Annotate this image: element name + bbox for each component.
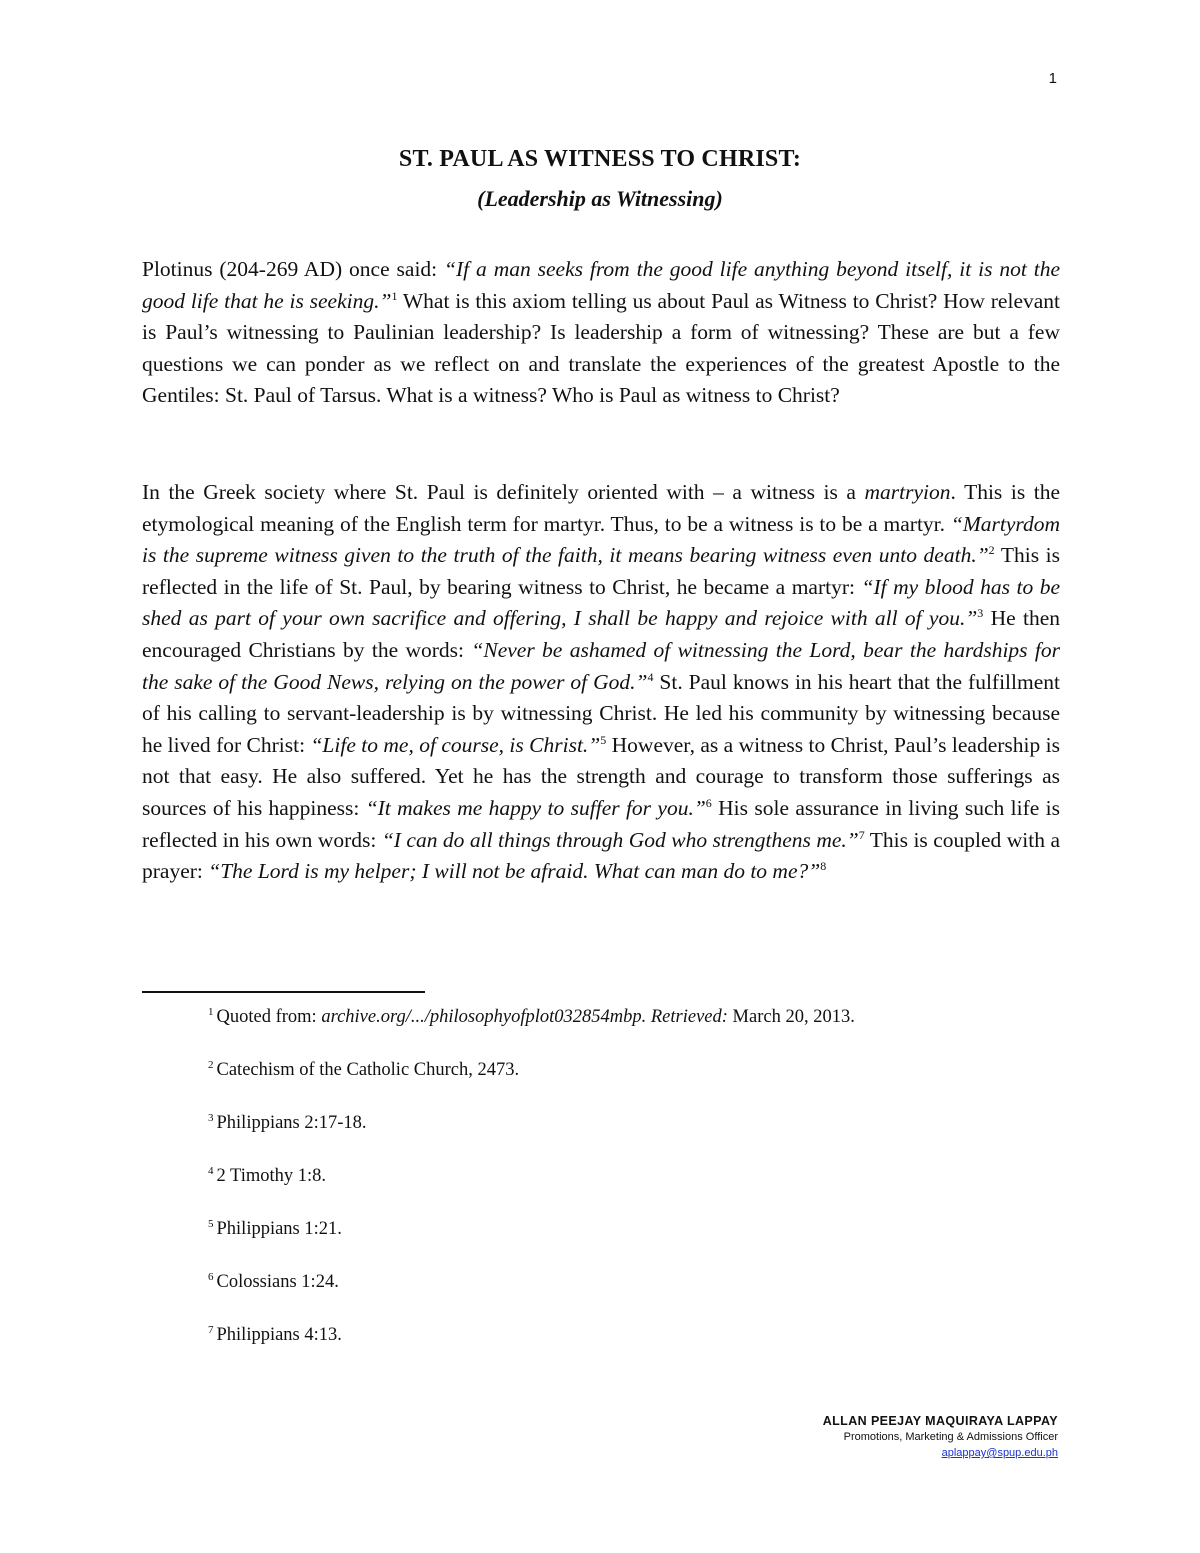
term-martryion: martryion: [864, 480, 951, 504]
quote-plotinus: “If a man seeks from the good life anything beyond itself, it is not the good life that he is seeking.”: [142, 257, 1060, 313]
footnote-text: Philippians 2:17-18.: [216, 1113, 367, 1133]
quote-never-ashamed: “Never be ashamed of witnessing the Lord, bear the hardships for the sake of the Good News, relying on the power of God.”: [142, 637, 1060, 694]
footnote-text: 2 Timothy 1:8.: [216, 1166, 327, 1186]
footnote-7: [208, 1321, 1058, 1374]
quote-all-things: “I can do all things through God who strengthens me.”: [381, 827, 859, 852]
footnote-text: Philippians 1:21.: [216, 1219, 342, 1239]
author-name: ALLAN PEEJAY MAQUIRAYA LAPPAY: [822, 1414, 1058, 1428]
footnotes: [208, 1003, 1058, 1374]
document-title: ST. PAUL AS WITNESS TO CHRIST:: [398, 146, 802, 172]
footnote-number: 2: [208, 1058, 214, 1071]
footnote-ref-2: 2: [988, 543, 995, 558]
footnote-text: Catechism of the Catholic Church, 2473.: [216, 1060, 520, 1080]
document-subtitle: (Leadership as Witnessing): [477, 186, 723, 211]
footnote-1: [208, 1003, 1058, 1056]
page-number: 1: [1048, 70, 1057, 87]
footnote-ref-5: 5: [600, 732, 607, 747]
quote-life-christ: “Life to me, of course, is Christ.”: [310, 732, 601, 757]
footnote-text: Colossians 1:24.: [216, 1272, 339, 1292]
footnote-number: 3: [208, 1111, 214, 1124]
text-run: . This is the etymological meaning of the English term for martyr. Thus, to be a witness is to be a martyr.: [142, 480, 1060, 536]
text-run: Plotinus (204-269 AD) once said:: [142, 257, 445, 281]
text-run: What is this axiom telling us about Paul as Witness to Christ? How relevant is Paul’s witnessing to Paulinian leadership? Is leadership a form of witnessing? These are but a few questions we can ponder as we reflect on and translate the experiences of the greatest Apostle to the Gentiles: St. Paul of Tarsus. What is a witness? Who is Paul as witness to Christ?: [142, 288, 1061, 408]
footnote-text: Philippians 4:13.: [216, 1325, 342, 1345]
author-signature: [823, 1414, 1058, 1459]
text-run: This is coupled with a prayer:: [142, 827, 1060, 884]
footnote-number: 1: [208, 1005, 214, 1018]
author-role: Promotions, Marketing & Admissions Officer: [843, 1431, 1058, 1443]
footnote-separator: [142, 991, 425, 993]
footnote-ref-3: 3: [977, 606, 984, 621]
footnote-6: [208, 1268, 1058, 1321]
footnote-ref-1: 1: [391, 288, 398, 303]
text-run: His sole assurance in living such life is reflected in his own words:: [142, 795, 1061, 852]
text-run: St. Paul knows in his heart that the fulfillment of his calling to servant-leadership is by witnessing Christ. He led his community by witnessing because he lived for Christ:: [142, 669, 1060, 757]
paragraph-intro: [142, 254, 1060, 412]
footnote-number: 7: [208, 1323, 214, 1336]
text-run: In the Greek society where St. Paul is definitely oriented with – a witness is a: [142, 480, 865, 504]
quote-helper: “The Lord is my helper; I will not be afraid. What can man do to me?”: [208, 859, 821, 884]
footnote-5: [208, 1215, 1058, 1268]
footnote-text: .: [641, 1007, 651, 1027]
footnote-2: [208, 1056, 1058, 1109]
footnote-ref-4: 4: [647, 669, 654, 684]
footnote-retrieved-label: Retrieved:: [650, 1007, 728, 1027]
quote-blood: “If my blood has to be shed as part of your own sacrifice and offering, I shall be happy and rejoice with all of you.”: [142, 574, 1060, 631]
text-run: He then encouraged Christians by the words:: [142, 606, 1060, 662]
quote-suffer: “It makes me happy to suffer for you.”: [365, 795, 706, 820]
footnote-number: 6: [208, 1270, 214, 1283]
footnote-ref-6: 6: [705, 795, 712, 810]
text-run: This is reflected in the life of St. Paul, by bearing witness to Christ, he became a martyr:: [142, 543, 1060, 599]
footnote-text: Quoted from:: [216, 1007, 322, 1027]
footnote-3: [208, 1109, 1058, 1162]
footnote-number: 4: [208, 1164, 214, 1177]
quote-martyrdom: “Martyrdom is the supreme witness given to the truth of the faith, it means bearing witness even unto death.”: [142, 511, 1060, 568]
text-run: However, as a witness to Christ, Paul’s leadership is not that easy. He also suffered. Yet he has the strength and courage to transform those sufferings as sources of his happiness:: [142, 732, 1060, 820]
paragraph-martyr: [142, 477, 1060, 888]
footnote-number: 5: [208, 1217, 214, 1230]
footnote-ref-7: 7: [858, 827, 865, 842]
footnote-ref-8: 8: [820, 858, 827, 873]
footnote-4: [208, 1162, 1058, 1215]
footnote-date: March 20, 2013.: [727, 1007, 855, 1027]
author-email-link[interactable]: aplappay@spup.edu.ph: [941, 1447, 1058, 1459]
footnote-source: archive.org/.../philosophyofplot032854mbp: [321, 1007, 642, 1027]
